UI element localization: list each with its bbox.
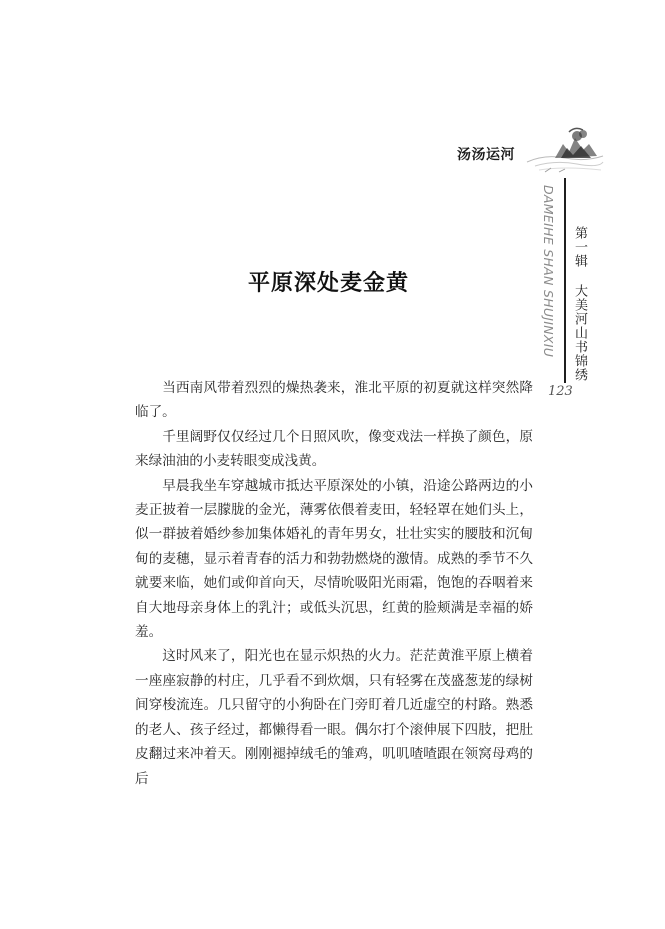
- series-pinyin: DAMEIHE SHAN SHUJINXIU: [541, 185, 556, 358]
- paragraph: 早晨我坐车穿越城市抵达平原深处的小镇，沿途公路两边的小麦正披着一层朦胧的金光，薄雾依偎着麦田，轻轻罩在她们头上，似一群披着婚纱参加集体婚礼的青年男女，壮壮实实的腰肢和沉甸甸的麦穗，显示着青春的活力和勃勃燃烧的激情。成熟的季节不久就要来临，她们或仰首向天，尽情吮吸阳光雨霜，饱饱的吞咽着来自大地母亲身体上的乳汁；或低头沉思，红黄的脸颊满是幸福的娇羞。: [135, 477, 533, 641]
- article-title: 平原深处麦金黄: [247, 270, 409, 296]
- ink-landscape-icon: [525, 122, 605, 178]
- running-header-title: 汤汤运河: [457, 147, 515, 163]
- article-body: [135, 376, 533, 791]
- paragraph: 这时风来了，阳光也在显示炽热的火力。茫茫黄淮平原上横着一座座寂静的村庄，几乎看不到炊烟，只有轻雾在茂盛葱茏的绿树间穿梭流连。几只留守的小狗卧在门旁盯着几近虚空的村路。熟悉的老人、孩子经过，都懒得看一眼。偶尔打个滚伸展下四肢，把肚皮翻过来冲着天。刚刚褪掉绒毛的雏鸡，叽叽喳喳跟在领窝母鸡的后: [135, 648, 533, 787]
- paragraph: 千里阔野仅仅经过几个日照风吹，像变戏法一样换了颜色，原来绿油油的小麦转眼变成浅黄。: [135, 428, 533, 470]
- running-header: [437, 122, 607, 182]
- paragraph: 当西南风带着烈烈的燥热袭来，淮北平原的初夏就这样突然降临了。: [135, 380, 533, 421]
- series-label: [570, 226, 589, 382]
- page-number: 123: [548, 384, 573, 399]
- series-name: 大美河山书锦绣: [572, 284, 587, 382]
- series-volume: 第一辑: [572, 226, 587, 268]
